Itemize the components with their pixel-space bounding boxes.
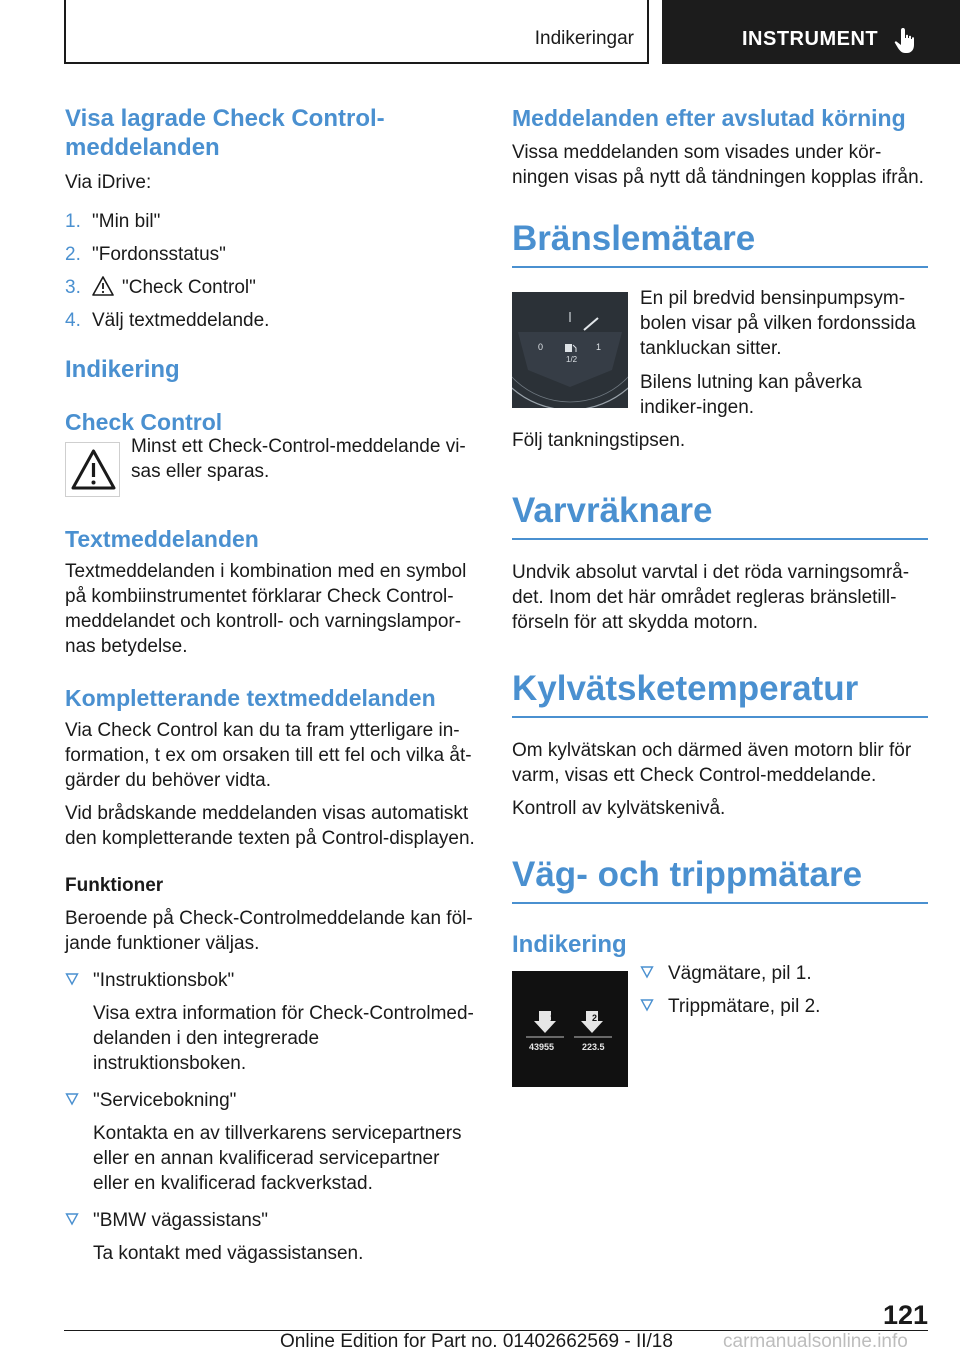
funktioner-heading: Funktioner: [65, 875, 164, 896]
heading-rule: [512, 538, 928, 540]
triangle-bullet-icon: [65, 1212, 79, 1226]
fuel-gauge-image: [512, 292, 628, 408]
triangle-bullet-icon: [640, 998, 654, 1012]
warning-triangle-icon: [66, 443, 121, 498]
after-driving-text: Vissa meddelanden som visades under kör-ningen visas på nytt då tändningen kopplas ifrån.: [512, 142, 924, 188]
fuel-half-label: 1/2: [566, 355, 578, 364]
list-item: 2. "Fordonsstatus": [65, 244, 226, 265]
right-column: [512, 100, 928, 1099]
triangle-bullet-icon: [640, 965, 654, 979]
kompletterande-heading: Kompletterande textmeddelanden: [65, 685, 436, 711]
tachometer-text: Undvik absolut varvtal i det röda varningsområ-det. Inom det här området regleras bränsletill-förseln för att skydda motorn.: [512, 562, 910, 633]
after-driving-heading: Meddelanden efter avslutad körning: [512, 105, 906, 131]
fuel-text-1: En pil bredvid bensinpumpsym-bolen visar på vilken fordonssida tankluckan sitter.: [640, 288, 916, 359]
warning-triangle-icon: [92, 276, 114, 296]
coolant-text-2: Kontroll av kylvätskenivå.: [512, 798, 726, 819]
odometer-reading: 43955: [529, 1042, 555, 1052]
list-item: 3. "Check Control": [65, 277, 256, 298]
triangle-bullet-icon: [65, 1092, 79, 1106]
triangle-bullet-icon: [65, 972, 79, 986]
chapter-label: INSTRUMENT: [742, 28, 879, 50]
arrow-1-label: 1: [550, 1013, 556, 1023]
watermark-text: carmanualsonline.info: [723, 1331, 908, 1352]
odometer-indikering-heading: Indikering: [512, 931, 627, 958]
list-item: "Instruktionsbok" Visa extra information för Check-Controlmed-delanden i den integrerade instruktionsboken.: [65, 968, 477, 1076]
odometer-list: [640, 961, 928, 1019]
funktioner-text: Beroende på Check-Controlmeddelande kan föl-jande funktioner väljas.: [65, 908, 473, 954]
check-control-text: Minst ett Check-Control-meddelande vi-sas eller sparas.: [131, 436, 466, 482]
fuel-full-label: 1: [596, 342, 602, 352]
list-item: "BMW vägassistans" Ta kontakt med vägassistansen.: [65, 1208, 477, 1266]
via-idrive-text: Via iDrive:: [65, 172, 152, 193]
odometer-heading: Väg- och trippmätare: [512, 855, 863, 894]
fuel-text-3: Följ tankningstipsen.: [512, 430, 686, 451]
indikering-heading: Indikering: [65, 356, 180, 383]
textmeddelanden-heading: Textmeddelanden: [65, 526, 259, 552]
check-control-block: [65, 434, 477, 512]
fuel-text-2: Bilens lutning kan påverka indiker-ingen.: [640, 372, 862, 418]
page-number: 121: [883, 1300, 929, 1330]
heading-rule: [512, 266, 928, 268]
trip-reading: 223.5: [582, 1042, 605, 1052]
edition-text: Online Edition for Part no. 01402662569 - II/18: [280, 1331, 673, 1352]
odometer-image: [512, 971, 628, 1087]
header-section-title: Indikeringar: [534, 28, 634, 49]
check-control-symbol: [65, 442, 120, 497]
stored-messages-heading: Visa lagrade Check Control-meddelanden: [65, 105, 385, 161]
coolant-heading: Kylvätsketemperatur: [512, 669, 859, 708]
list-item: 4. Välj textmeddelande.: [65, 310, 270, 331]
textmeddelanden-text: Textmeddelanden i kombination med en symbol på kombiinstrumentet förklarar Check Control-meddelandet och kontroll- och varningslampor-nas betydelse.: [65, 561, 467, 657]
left-column: [65, 100, 477, 1266]
fuel-block: [512, 288, 928, 430]
kompletterande-text-2: Vid brådskande meddelanden visas automatiskt den kompletterande texten på Control-displayen.: [65, 803, 475, 849]
pointing-hand-icon: [894, 26, 920, 54]
heading-rule: [512, 716, 928, 718]
fuel-empty-label: 0: [538, 342, 544, 352]
header-chapter-tab: [662, 0, 960, 64]
functions-list: [65, 968, 477, 1266]
list-item: 1. "Min bil": [65, 211, 161, 232]
coolant-text-1: Om kylvätskan och därmed även motorn blir för varm, visas ett Check Control-meddelande.: [512, 740, 912, 786]
fuel-gauge-heading: Bränslemätare: [512, 219, 756, 258]
list-item: Trippmätare, pil 2.: [640, 994, 928, 1019]
tachometer-heading: Varvräknare: [512, 491, 713, 530]
check-control-heading: Check Control: [65, 409, 223, 435]
odometer-block: [512, 963, 928, 1099]
list-item: Vägmätare, pil 1.: [640, 961, 928, 986]
steps-list: [65, 209, 477, 333]
arrow-2-label: 2: [592, 1013, 598, 1023]
list-item: "Servicebokning" Kontakta en av tillverkarens servicepartners eller en annan kvalificerad servicepartner eller en kvalificerad fackverkstad.: [65, 1088, 477, 1196]
kompletterande-text-1: Via Check Control kan du ta fram ytterligare in-formation, t ex om orsaken till ett fel och vilka åt-gärder du behöver vidta.: [65, 720, 472, 791]
heading-rule: [512, 902, 928, 904]
